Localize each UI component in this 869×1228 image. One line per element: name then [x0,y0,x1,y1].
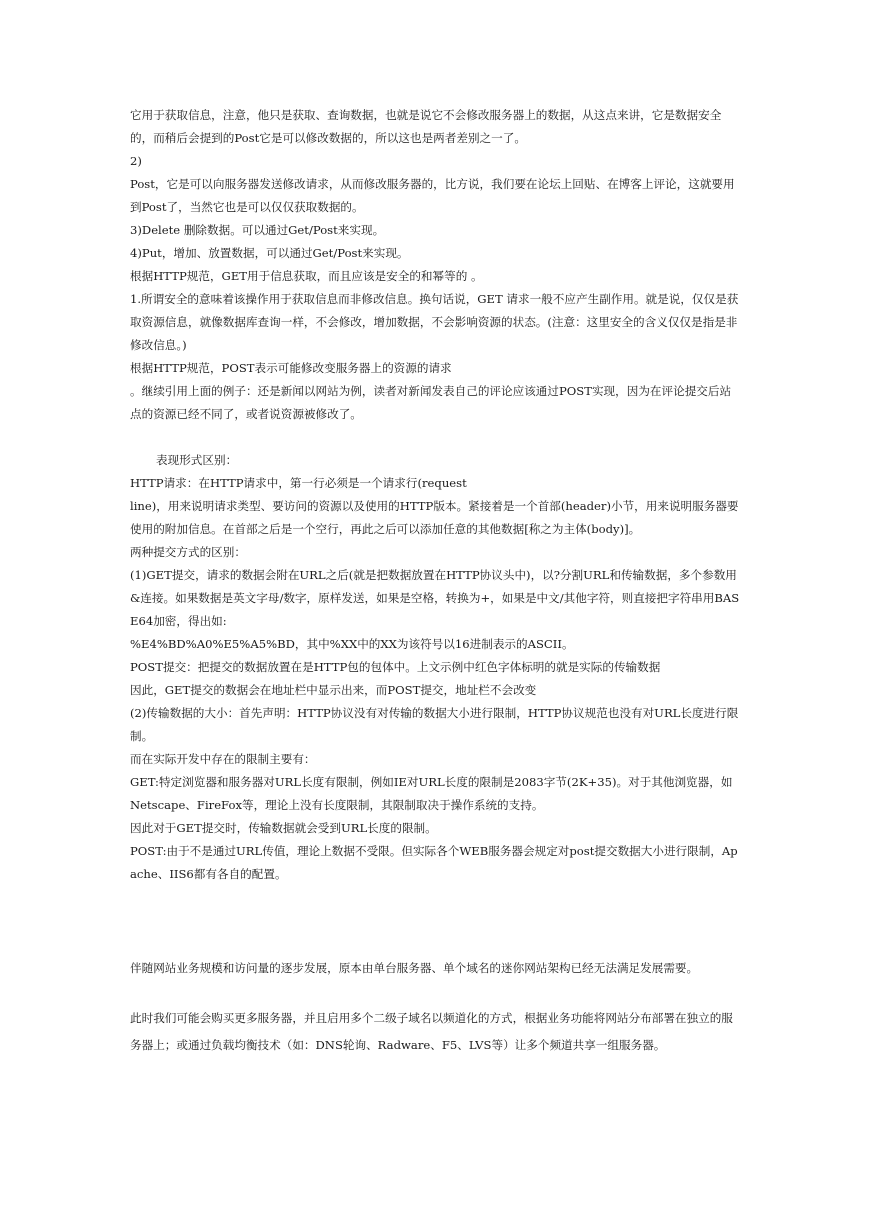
paragraph-site-growth: 伴随网站业务规模和访问量的逐步发展，原本由单台服务器、单个域名的迷你网站架构已经无法满足发展需要。 [130,961,699,975]
paragraph-safe-meaning: 1.所谓安全的意味着该操作用于获取信息而非修改信息。换句话说，GET 请求一般不应产生副作用。就是说，仅仅是获取资源信息，就像数据库查询一样，不会修改，增加数据，不会影响资源的状态。(注意：这里安全的含义仅仅是指是非修改信息。) [130,292,739,352]
paragraph-limits-intro: 而在实际开发中存在的限制主要有： [130,752,316,766]
list-item-put: 4)Put，增加、放置数据，可以通过Get/Post来实现。 [130,246,409,260]
paragraph-http-request-detail: line)，用来说明请求类型、要访问的资源以及使用的HTTP版本。紧接着是一个首部(header)小节，用来说明服务器要使用的附加信息。在首部之后是一个空行，再此之后可以添加任意的其他数据[称之为主体(body)]。 [130,499,739,536]
paragraph-http-request-line: HTTP请求：在HTTP请求中，第一行必须是一个请求行(request [130,476,467,490]
spacer [130,426,740,449]
paragraph-post-limit: POST:由于不是通过URL传值，理论上数据不受限。但实际各个WEB服务器会规定对post提交数据大小进行限制，Apache、IIS6都有各自的配置。 [130,844,738,881]
paragraph-two-methods: 两种提交方式的区别： [130,545,246,559]
paragraph-get-submit: (1)GET提交，请求的数据会附在URL之后(就是把数据放置在HTTP协议头中)，以?分割URL和传输数据，多个参数用&连接。如果数据是英文字母/数字，原样发送，如果是空格，转换为+，如果是中文/其他字符，则直接把字符串用BASE64加密，得出如: [130,568,740,628]
paragraph-multi-server: 此时我们可能会购买更多服务器，并且启用多个二级子域名以频道化的方式，根据业务功能将网站分布部署在独立的服务器上；或通过负载均衡技术（如：DNS轮询、Radware、F5、LVS等）让多个频道共享一组服务器。 [130,1011,733,1052]
paragraph-get-limit: GET:特定浏览器和服务器对URL长度有限制，例如IE对URL长度的限制是2083字节(2K+35)。对于其他浏览器，如Netscape、FireFox等，理论上没有长度限制，其限制取决于操作系统的支持。 [130,775,733,812]
paragraph-get-safe: 它用于获取信息，注意，他只是获取、查询数据，也就是说它不会修改服务器上的数据，从这点来讲，它是数据安全的，而稍后会提到的Post它是可以修改数据的，所以这也是两者差别之一了。 [130,108,722,145]
paragraph-address-bar: 因此，GET提交的数据会在地址栏中显示出来，而POST提交，地址栏不会改变 [130,683,537,697]
list-item-delete: 3)Delete 删除数据。可以通过Get/Post来实现。 [130,223,385,237]
paragraph-data-size: (2)传输数据的大小：首先声明：HTTP协议没有对传输的数据大小进行限制，HTTP协议规范也没有对URL长度进行限制。 [130,706,739,743]
paragraph-post-example: 。继续引用上面的例子：还是新闻以网站为例，读者对新闻发表自己的评论应该通过POST实现，因为在评论提交后站点的资源已经不同了，或者说资源被修改了。 [130,384,732,421]
list-item-2-label: 2) [130,154,142,168]
paragraph-http-spec-post: 根据HTTP规范，POST表示可能修改变服务器上的资源的请求 [130,361,452,375]
paragraph-http-spec-get: 根据HTTP规范，GET用于信息获取，而且应该是安全的和幂等的 。 [130,269,483,283]
paragraph-encoding-example: %E4%BD%A0%E5%A5%BD，其中%XX中的XX为该符号以16进制表示的ASCII。 [130,637,574,651]
paragraph-get-url-limit: 因此对于GET提交时，传输数据就会受到URL长度的限制。 [130,821,437,835]
paragraph-post-submit: POST提交：把提交的数据放置在是HTTP包的包体中。上文示例中红色字体标明的就是实际的传输数据 [130,660,661,674]
document-body [130,104,740,1059]
paragraph-post: Post，它是可以向服务器发送修改请求，从而修改服务器的，比方说，我们要在论坛上回贴、在博客上评论，这就要用到Post了，当然它也是可以仅仅获取数据的。 [130,177,735,214]
section-heading-form-difference: 表现形式区别： [156,453,238,467]
spacer [130,982,740,1005]
spacer [130,886,740,955]
